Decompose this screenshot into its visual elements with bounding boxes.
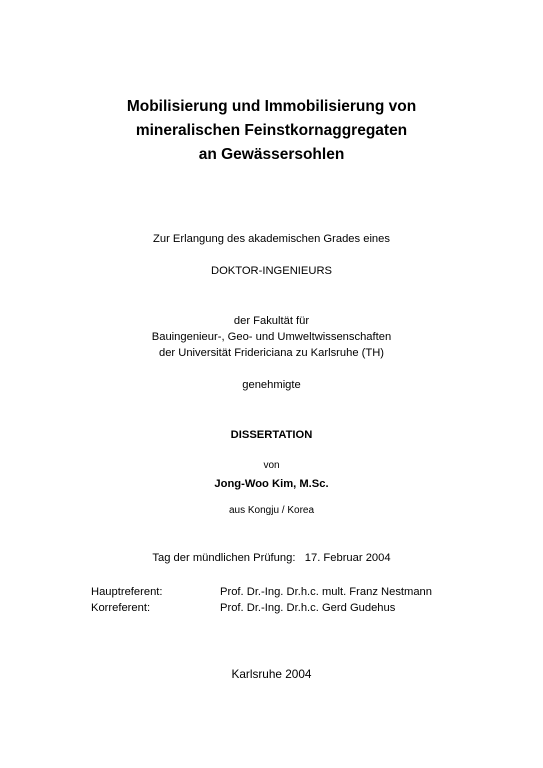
exam-date: Tag der mündlichen Prüfung: 17. Februar 2004 <box>152 552 391 564</box>
title-line-1: Mobilisierung und Immobilisierung von <box>126 98 417 115</box>
faculty-line-3: der Universität Fridericiana zu Karlsruhe (TH) <box>158 347 385 359</box>
referee-name-main: Prof. Dr.-Ing. Dr.h.c. mult. Franz Nestmann <box>220 586 433 598</box>
degree-intro: Zur Erlangung des akademischen Grades eines <box>153 233 390 245</box>
referee-role-main: Hauptreferent: <box>91 586 163 598</box>
faculty-line-1: der Fakultät für <box>233 315 310 327</box>
author-origin: aus Kongju / Korea <box>228 505 315 516</box>
place-year: Karlsruhe 2004 <box>231 667 312 681</box>
degree-name: DOKTOR-INGENIEURS <box>210 265 332 277</box>
author-name: Jong-Woo Kim, M.Sc. <box>214 478 329 490</box>
title-line-3: an Gewässersohlen <box>198 146 345 163</box>
referee-row-main <box>91 584 491 600</box>
by-text: von <box>263 460 280 471</box>
referee-role-co: Korreferent: <box>91 602 151 614</box>
approved-text: genehmigte <box>242 379 301 391</box>
faculty-line-2: Bauingenieur-, Geo- und Umweltwissenschaften <box>151 331 392 343</box>
referee-row-co <box>91 600 491 616</box>
referee-name-co: Prof. Dr.-Ing. Dr.h.c. Gerd Gudehus <box>220 602 396 614</box>
document-type: DISSERTATION <box>230 429 313 441</box>
title-line-2: mineralischen Feinstkornaggregaten <box>135 122 408 139</box>
